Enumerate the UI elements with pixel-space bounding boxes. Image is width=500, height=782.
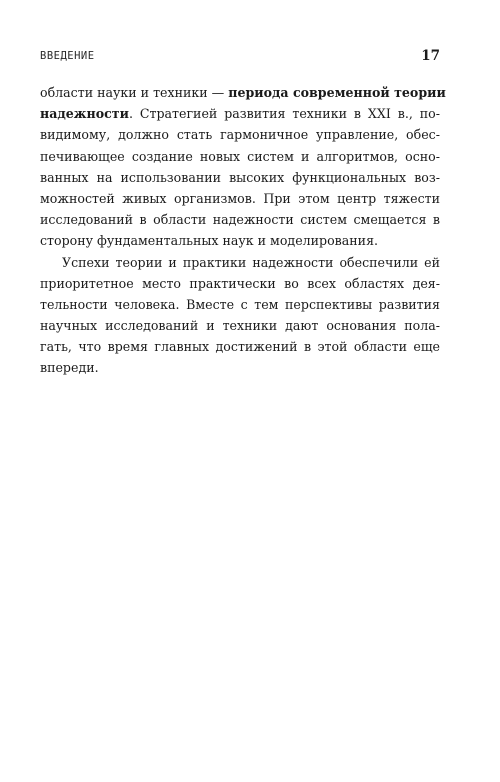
- section-title: ВВЕДЕНИЕ: [40, 50, 95, 62]
- text-line: печивающее создание новых систем и алгоритмов, осно-: [40, 148, 440, 164]
- body-text: [40, 82, 446, 379]
- text-line: приоритетное место практически во всех областях дея-: [40, 275, 440, 291]
- text-line: можностей живых организмов. При этом центр тяжести: [40, 190, 440, 206]
- emphasis-text: надежности: [40, 106, 129, 122]
- text-line: сторону фундаментальных наук и моделирования.: [40, 233, 379, 249]
- emphasis-text: периода современной теории: [228, 85, 446, 100]
- text-line: научных исследований и техники дают основания пола-: [40, 318, 440, 334]
- text-line: области науки и техники — периода современной теории: [40, 85, 446, 100]
- text-line: Успехи теории и практики надежности обеспечили ей: [62, 254, 440, 270]
- text-line: впереди.: [40, 360, 99, 376]
- text-line: ванных на использовании высоких функциональных воз-: [40, 169, 440, 185]
- page-number: 17: [421, 48, 440, 64]
- text-line: тельности человека. Вместе с тем перспективы развития: [40, 296, 440, 312]
- running-head: [40, 48, 440, 68]
- text-line: видимому, должно стать гармоничное управление, обес-: [40, 127, 440, 143]
- text-line: гать, что время главных достижений в этой области еще: [40, 339, 440, 355]
- text-line: исследований в области надежности систем смещается в: [40, 212, 440, 228]
- text-line: надежности. Стратегией развития техники в XXI в., по-: [40, 106, 440, 122]
